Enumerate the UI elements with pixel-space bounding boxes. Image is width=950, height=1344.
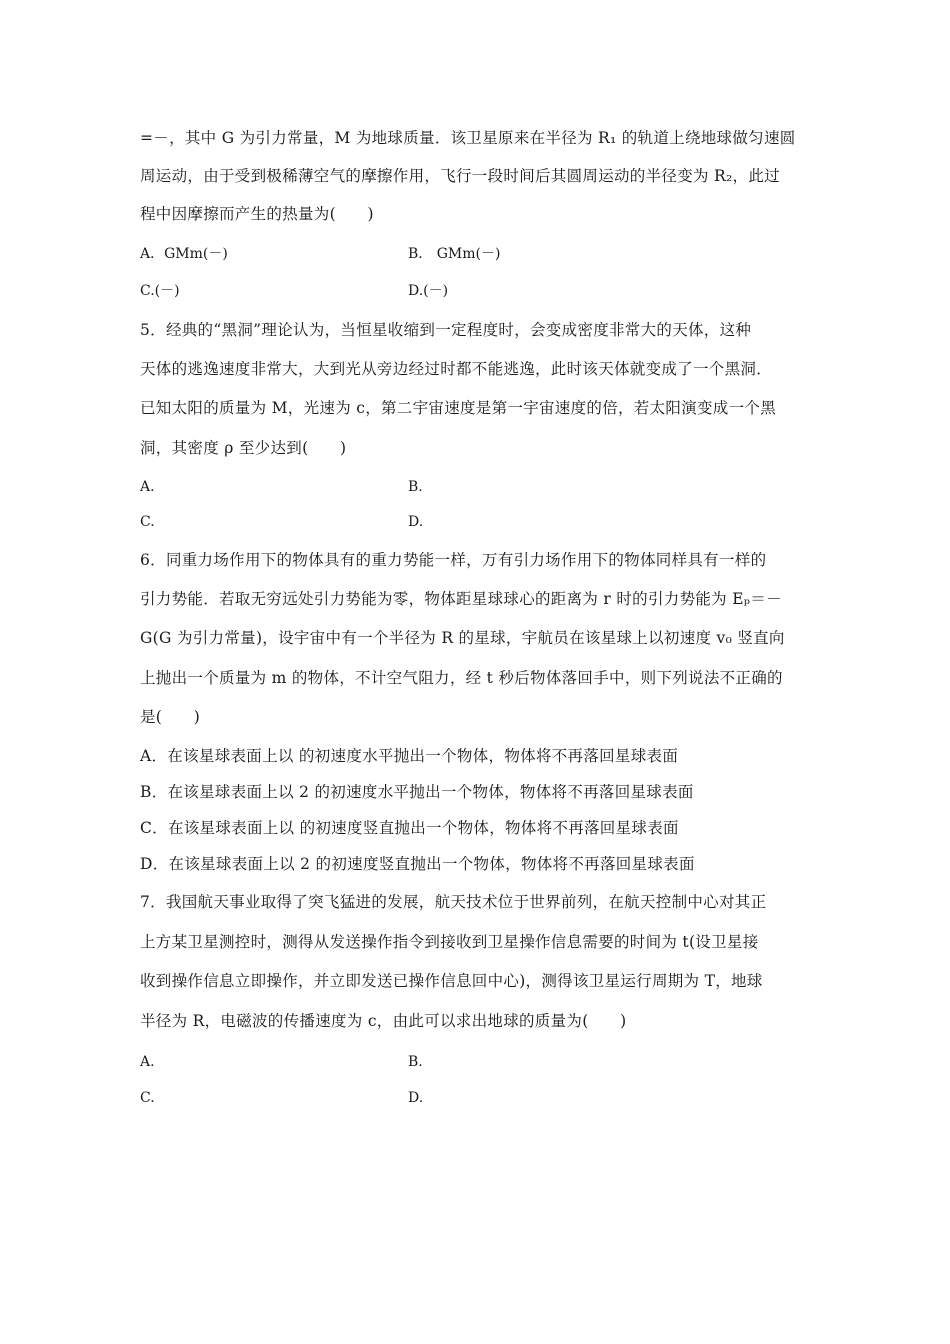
q5-line-2: 天体的逃逸速度非常大，大到光从旁边经过时都不能逃逸，此时该天体就变成了一个黑洞． (140, 360, 773, 378)
q5-option-a: A. (140, 479, 155, 495)
q6-option-d: D．在该星球表面上以 2 的初速度竖直抛出一个物体，物体将不再落回星球表面 (140, 855, 695, 873)
q4-line-1: =－，其中 G 为引力常量，M 为地球质量．该卫星原来在半径为 R₁ 的轨道上绕地球做匀速圆 (140, 129, 796, 147)
q5-line-3: 已知太阳的质量为 M，光速为 c，第二宇宙速度是第一宇宙速度的倍，若太阳演变成一个黑 (140, 399, 777, 417)
q5-option-d: D. (408, 514, 424, 530)
q6-option-b: B．在该星球表面上以 2 的初速度水平抛出一个物体，物体将不再落回星球表面 (140, 783, 694, 801)
q6-line-1: 6．同重力场作用下的物体具有的重力势能一样，万有引力场作用下的物体同样具有一样的 (140, 551, 767, 569)
q7-line-2: 上方某卫星测控时，测得从发送操作指令到接收到卫星操作信息需要的时间为 t(设卫星接 (140, 933, 759, 951)
q6-option-a: A．在该星球表面上以 的初速度水平抛出一个物体，物体将不再落回星球表面 (140, 747, 679, 765)
q5-option-c: C. (140, 514, 155, 530)
q5-line-4: 洞，其密度 ρ 至少达到( ) (140, 439, 347, 457)
q6-line-3: G(G 为引力常量)，设宇宙中有一个半径为 R 的星球，宇航员在该星球上以初速度 v₀ 竖直向 (140, 629, 785, 647)
q4-option-b: B． GMm(－) (408, 246, 501, 262)
q5-option-b: B. (408, 479, 423, 495)
q4-line-3: 程中因摩擦而产生的热量为( ) (140, 205, 374, 223)
q7-option-b: B. (408, 1054, 423, 1070)
q4-option-c: C.(－) (140, 283, 180, 299)
q4-option-a: A．GMm(－) (140, 246, 228, 262)
q4-option-d: D.(－) (408, 283, 449, 299)
q5-line-1: 5．经典的“黑洞”理论认为，当恒星收缩到一定程度时，会变成密度非常大的天体，这种 (140, 321, 752, 339)
q6-line-4: 上抛出一个质量为 m 的物体，不计空气阻力，经 t 秒后物体落回手中，则下列说法不正确的 (140, 669, 783, 687)
q7-line-1: 7．我国航天事业取得了突飞猛进的发展，航天技术位于世界前列，在航天控制中心对其正 (140, 893, 767, 911)
q6-line-5: 是( ) (140, 708, 201, 726)
q7-line-4: 半径为 R，电磁波的传播速度为 c，由此可以求出地球的质量为( ) (140, 1012, 627, 1030)
q6-option-c: C．在该星球表面上以 的初速度竖直抛出一个物体，物体将不再落回星球表面 (140, 819, 679, 837)
q7-option-a: A. (140, 1054, 155, 1070)
q7-option-d: D. (408, 1090, 424, 1106)
q6-line-2: 引力势能．若取无穷远处引力势能为零，物体距星球球心的距离为 r 时的引力势能为 Eₚ＝－ (140, 590, 782, 608)
q7-option-c: C. (140, 1090, 155, 1106)
q7-line-3: 收到操作信息立即操作，并立即发送已操作信息回中心)，测得该卫星运行周期为 T，地球 (140, 972, 763, 990)
q4-line-2: 周运动，由于受到极稀薄空气的摩擦作用，飞行一段时间后其圆周运动的半径变为 R₂，此过 (140, 167, 780, 185)
